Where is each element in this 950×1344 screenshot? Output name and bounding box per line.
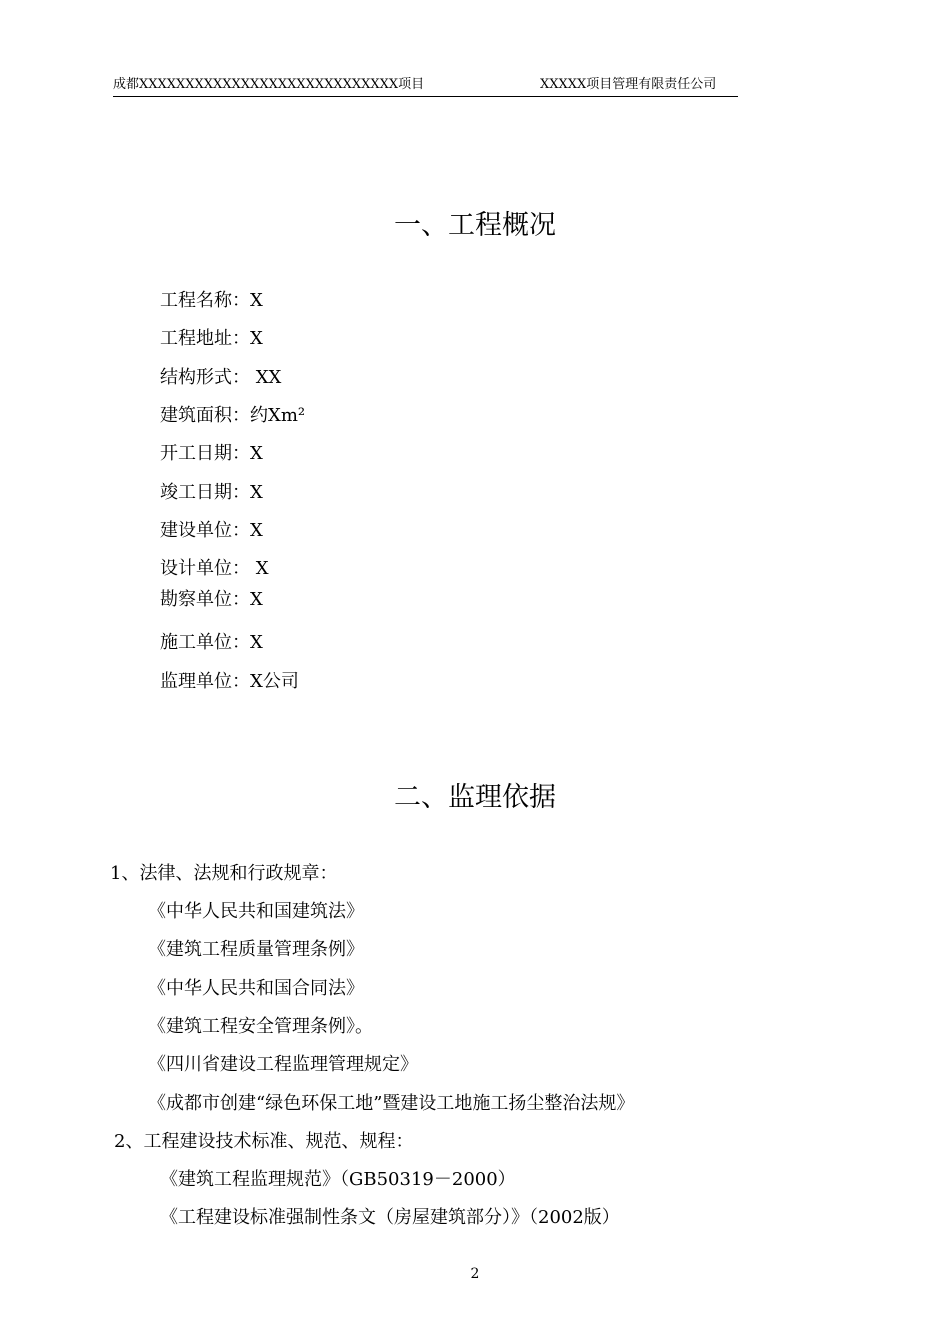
law-item: 《建筑工程质量管理条例》 — [148, 939, 364, 960]
standard-item: 《工程建设标准强制性条文（房屋建筑部分）》（2002版） — [160, 1207, 620, 1228]
subheading-standards: 2、工程建设技术标准、规范、规程： — [114, 1131, 414, 1152]
field-start-date: 开工日期：X — [160, 443, 263, 464]
page-header — [113, 76, 738, 97]
section-title-basis: 二、监理依据 — [394, 782, 556, 813]
field-design-unit: 设计单位： X — [160, 558, 269, 579]
standard-item: 《建筑工程监理规范》（GB50319－2000） — [160, 1169, 516, 1190]
field-building-area: 建筑面积：约Xm² — [160, 405, 306, 426]
law-item: 《四川省建设工程监理管理规定》 — [148, 1054, 418, 1075]
law-item: 《成都市创建“绿色环保工地”暨建设工地施工扬尘整治法规》 — [148, 1093, 635, 1114]
field-survey-unit: 勘察单位：X — [160, 589, 263, 610]
field-project-address: 工程地址：X — [160, 328, 263, 349]
header-project-name: 成都XXXXXXXXXXXXXXXXXXXXXXXXXXXX项目 — [113, 77, 425, 92]
field-construction-unit: 建设单位：X — [160, 520, 263, 541]
field-contractor-unit: 施工单位：X — [160, 632, 263, 653]
law-item: 《中华人民共和国合同法》 — [148, 978, 364, 999]
section-title-overview: 一、工程概况 — [394, 210, 556, 241]
law-item: 《中华人民共和国建筑法》 — [148, 901, 364, 922]
field-completion-date: 竣工日期：X — [160, 482, 263, 503]
subheading-laws: 1、法律、法规和行政规章： — [110, 863, 338, 884]
page-number: 2 — [470, 1266, 480, 1282]
field-supervision-unit: 监理单位：X公司 — [160, 671, 299, 692]
header-company-name: XXXXX项目管理有限责任公司 — [540, 77, 717, 92]
field-project-name: 工程名称：X — [160, 290, 263, 311]
law-item: 《建筑工程安全管理条例》。 — [148, 1016, 373, 1037]
field-structure-type: 结构形式： XX — [160, 367, 282, 388]
